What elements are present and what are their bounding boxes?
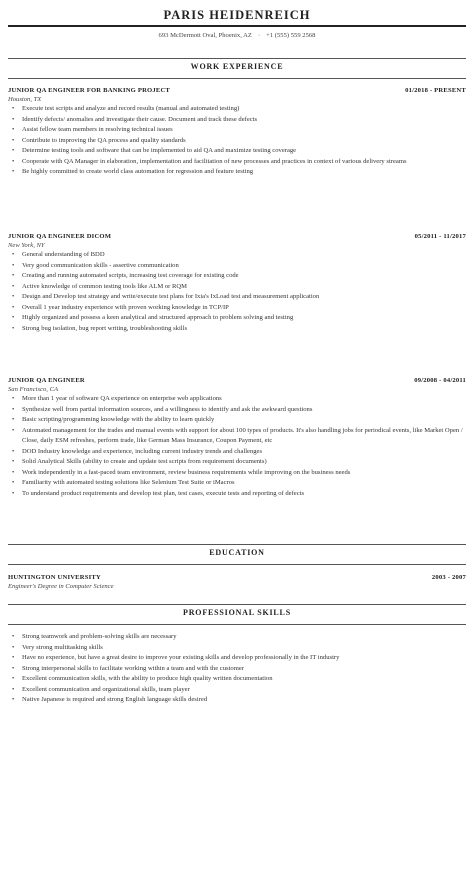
degree: Engineer's Degree in Computer Science xyxy=(8,583,114,590)
job-bullet: • Be highly committed to create world class automation for regression and feature testing xyxy=(22,167,466,178)
job-bullet: • Determine testing tools and software that can be implemented to aid QA and maximize testing coverage xyxy=(22,146,466,157)
job-bullet: • Strong bug isolation, bug report writing, troubleshooting skills xyxy=(22,324,466,335)
job-bullet: • Assist fellow team members in resolving technical issues xyxy=(22,125,466,136)
job-entry xyxy=(8,86,466,178)
skill-item: • Native Japanese is required and strong English language skills desired xyxy=(22,695,466,706)
school-name: HUNTINGTON UNIVERSITY xyxy=(8,574,101,581)
job-bullets xyxy=(8,250,466,334)
job-entry xyxy=(8,376,466,499)
job-entry xyxy=(8,232,466,334)
job-bullet: • Design and Develop test strategy and write/execute test plans for Ixia's IxLoad test and measurement application xyxy=(22,292,466,303)
job-bullet: • DOD Industry knowledge and experience, including current industry trends and challenges xyxy=(22,447,466,458)
skill-item: • Strong interpersonal skills to facilitate working within a team and with the customer xyxy=(22,664,466,675)
section-divider xyxy=(8,604,466,605)
candidate-name: PARIS HEIDENREICH xyxy=(163,8,311,22)
job-bullet: • General understanding of BDD xyxy=(22,250,466,261)
job-bullet: • Identify defects/ anomalies and investigate their cause. Document and track these defects xyxy=(22,115,466,126)
job-location: San Francisco, CA xyxy=(8,386,58,393)
section-divider xyxy=(8,58,466,59)
job-bullet: • Synthesize well from partial information sources, and a willingness to identify and ask the awkward questions xyxy=(22,405,466,416)
job-location: New York, NY xyxy=(8,242,45,249)
job-bullet: • More than 1 year of software QA experience on enterprise web applications xyxy=(22,394,466,405)
contact-separator: · xyxy=(257,32,261,39)
phone: +1 (555) 559 2568 xyxy=(266,32,316,39)
job-title: JUNIOR QA ENGINEER DICOM xyxy=(8,233,112,240)
contact-line xyxy=(0,32,474,39)
job-title: JUNIOR QA ENGINEER xyxy=(8,377,85,384)
job-bullet: • Cooperate with QA Manager in elaboration, implementation and facilitation of new processes and practices in context of various delivery streams xyxy=(22,157,466,168)
section-title-experience: WORK EXPERIENCE xyxy=(190,62,284,71)
job-bullet: • To understand product requirements and develop test plan, test cases, execute tests and reporting of defects xyxy=(22,489,466,500)
education-entry xyxy=(8,573,466,591)
job-bullet: • Work independently in a fast-paced team environment, review business requirements while improving on the business needs xyxy=(22,468,466,479)
job-bullet: • Creating and running automated scripts, increasing test coverage for existing code xyxy=(22,271,466,282)
job-bullets xyxy=(8,394,466,499)
job-location: Houston, TX xyxy=(8,96,42,103)
job-bullet: • Contribute to improving the QA process and quality standards xyxy=(22,136,466,147)
job-dates: 01/2018 - PRESENT xyxy=(405,87,466,94)
section-divider xyxy=(8,624,466,625)
job-dates: 09/2008 - 04/2011 xyxy=(414,377,466,384)
job-bullet: • Solid Analytical Skills (ability to create and update test scripts from requirement documents) xyxy=(22,457,466,468)
skill-bullets xyxy=(8,632,466,706)
skill-item: • Excellent communication skills, with the ability to produce high quality written documentation xyxy=(22,674,466,685)
job-bullet: • Execute test scripts and analyze and record results (manual and automated testing) xyxy=(22,104,466,115)
section-divider xyxy=(8,564,466,565)
skill-item: • Excellent communication and organizational skills, team player xyxy=(22,685,466,696)
section-title-skills: PROFESSIONAL SKILLS xyxy=(183,608,291,617)
job-bullet: • Automated management for the trades and manual events with support for about 100 types of products. It's also handling jobs for periodical events, like Market Open / Close, daily ESM refreshes, perform trade, like German Mass Insurance, Coupon Payment, etc xyxy=(22,426,466,447)
job-title: JUNIOR QA ENGINEER FOR BANKING PROJECT xyxy=(8,87,171,94)
section-title-education: EDUCATION xyxy=(209,548,265,557)
job-bullet: • Very good communication skills - assertive communication xyxy=(22,261,466,272)
header-divider xyxy=(8,25,466,27)
skill-item: • Have no experience, but have a great desire to improve your existing skills and develop professionally in the IT industry xyxy=(22,653,466,664)
skills-list xyxy=(8,632,466,706)
job-dates: 05/2011 - 11/2017 xyxy=(414,233,466,240)
job-bullet: • Highly organized and possess a keen analytical and structured approach to problem solving and testing xyxy=(22,313,466,324)
section-divider xyxy=(8,544,466,545)
job-bullet: • Familiarity with automated testing solutions like Selenium Test Suite or iMacros xyxy=(22,478,466,489)
job-bullet: • Overall 1 year industry experience with proven working knowledge in TCP/IP xyxy=(22,303,466,314)
skill-item: • Strong teamwork and problem-solving skills are necessary xyxy=(22,632,466,643)
address: 693 McDermott Oval, Phoenix, AZ xyxy=(158,32,252,39)
job-bullets xyxy=(8,104,466,178)
job-bullet: • Active knowledge of common testing tools like ALM or RQM xyxy=(22,282,466,293)
skill-item: • Very strong multitasking skills xyxy=(22,643,466,654)
job-bullet: • Basic scripting/programming knowledge with the ability to learn quickly xyxy=(22,415,466,426)
section-divider xyxy=(8,78,466,79)
education-dates: 2003 - 2007 xyxy=(431,574,466,581)
